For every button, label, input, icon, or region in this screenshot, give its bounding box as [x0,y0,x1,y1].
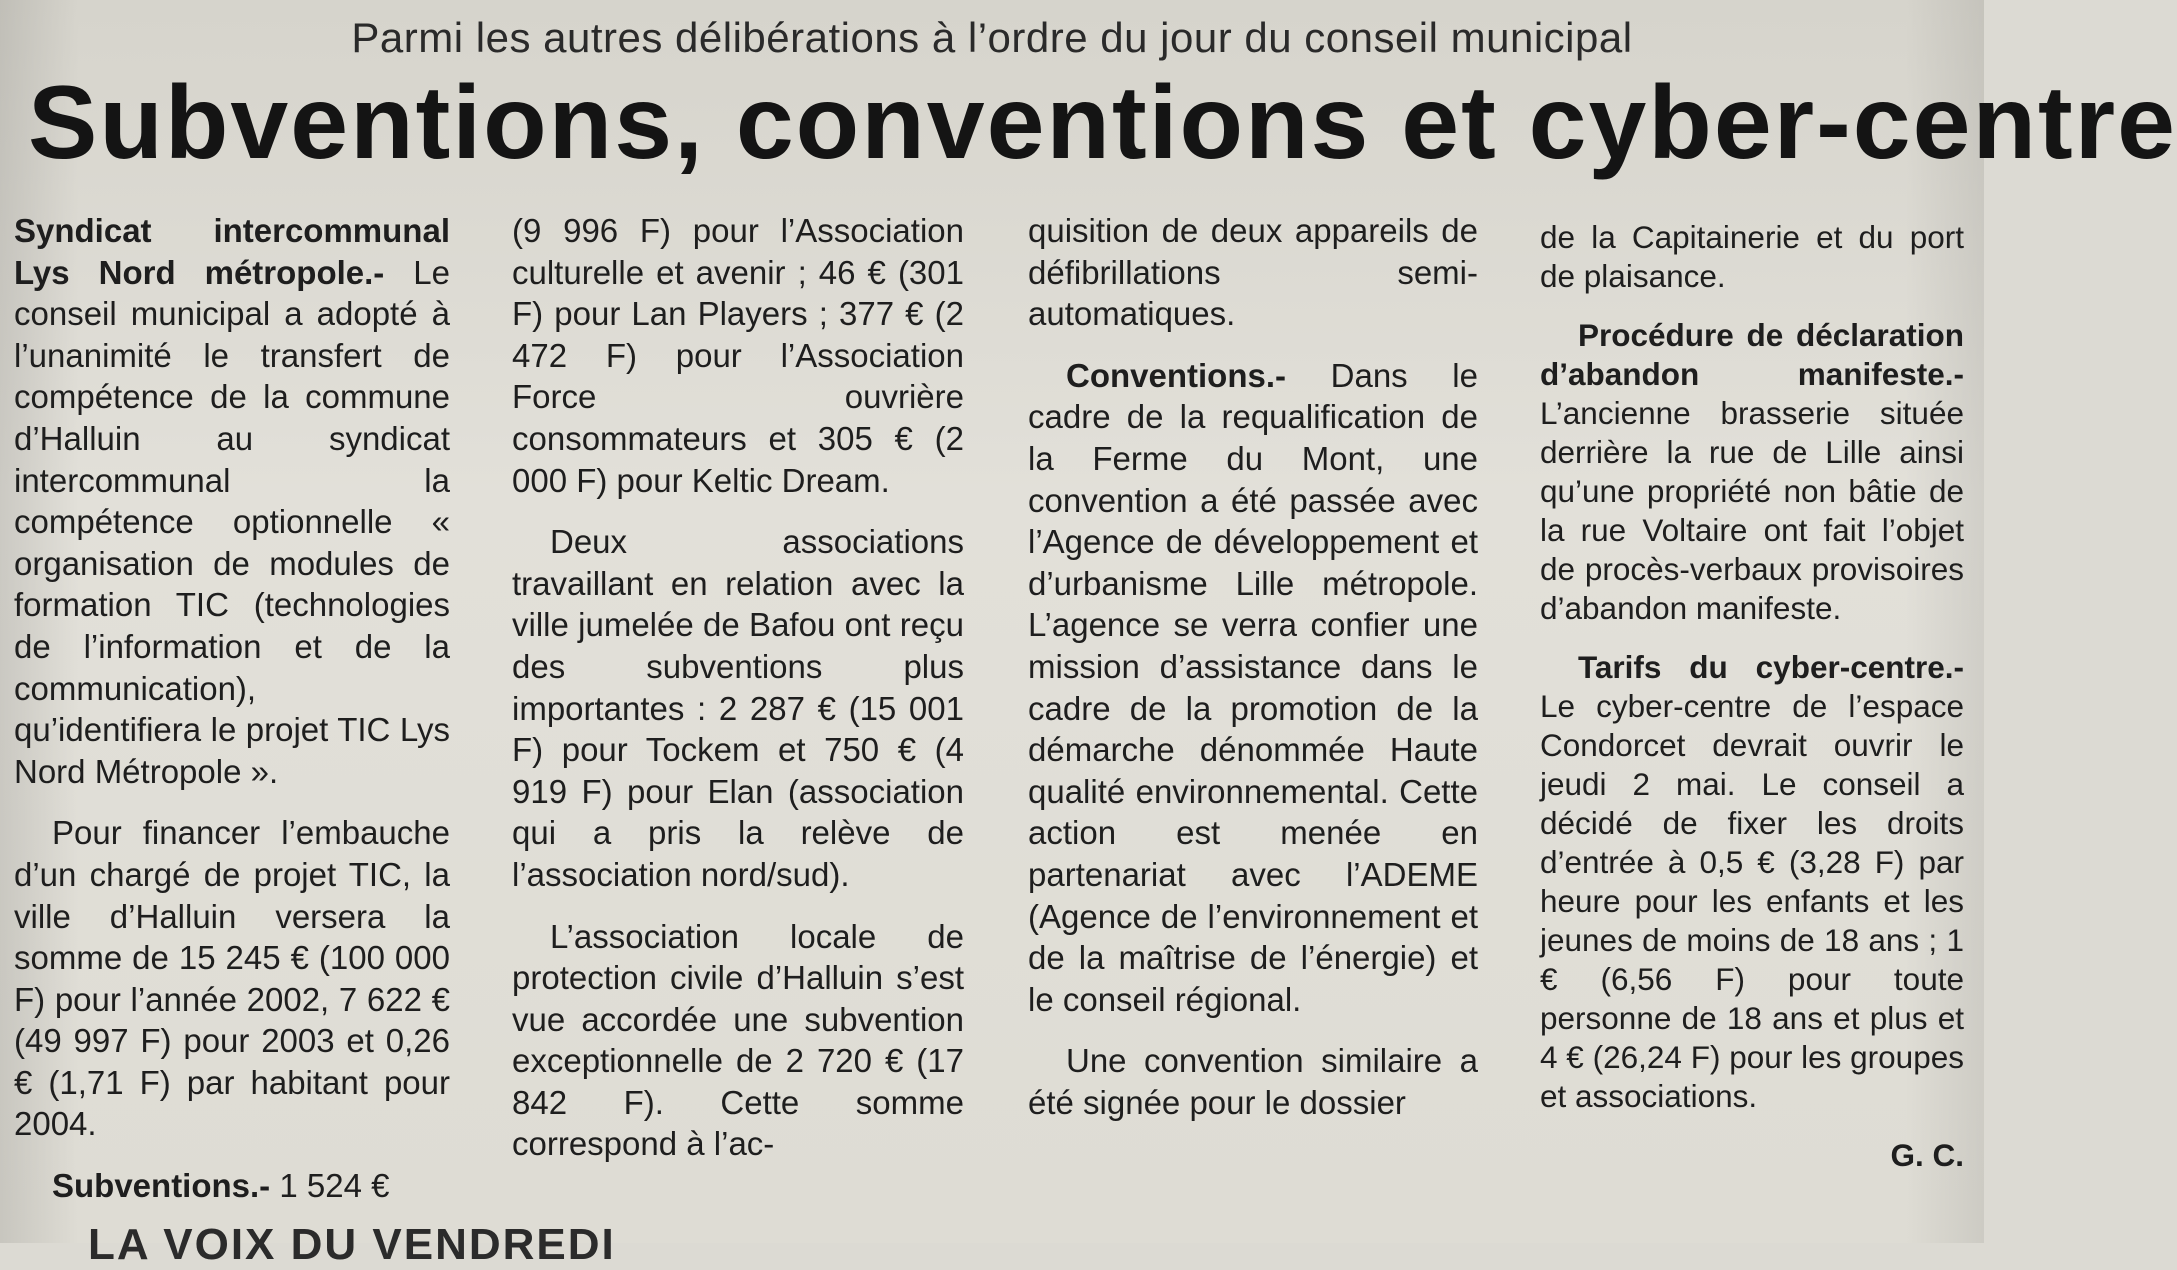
paragraph-cyber-centre [1540,648,1964,1116]
paragraph-text: Une convention similaire a été signée pour le dossier [1028,1042,1478,1121]
paragraph-capitainerie-cont [1540,218,1964,296]
paragraph-text: Dans le cadre de la requalification de la Ferme du Mont, une convention a été passée avec l’Agence de développement et d’urbanisme Lille métropole. L’agence se verra confier une mission d’assistance dans le cadre de la promotion de la démarche dénommée Haute qualité environnemental. Cette action est menée en partenariat avec l’ADEME (Agence de l’environnement et de la maîtrise de l’énergie) et le conseil régional. [1028,356,1478,1018]
paragraph-abandon-manifeste [1540,316,1964,628]
paragraph-subventions-cont [512,210,964,501]
article-kicker: Parmi les autres délibérations à l’ordre du jour du conseil municipal [351,14,1633,61]
article-column-3 [1028,210,1478,1143]
article-column-2 [512,210,964,1185]
paragraph-acquisition-cont [1028,210,1478,335]
author-signature: G. C. [1890,1137,1964,1173]
section-lead-subventions: Subventions.- [52,1167,271,1205]
paragraph-syndicat [14,210,450,792]
article-column-1 [14,210,450,1227]
paragraph-conventions [1028,355,1478,1021]
paragraph-text: 1 524 € [270,1167,390,1205]
paragraph-protection-civile [512,916,964,1166]
article-headline: Subventions, conventions et cyber-centre [28,65,2177,181]
paragraph-financement [14,812,450,1145]
masthead-text: LA VOIX DU VENDREDI [88,1220,616,1269]
section-lead-syndicat: Syndicat intercommunal Lys Nord métropole.- [14,212,450,291]
paragraph-text: Pour financer l’embauche d’un chargé de projet TIC, la ville d’Halluin versera la somme de 15 245 € (100 000 F) pour l’année 2002, 7 622 € (49 997 F) pour 2003 et 0,26 € (1,71 F) par habitant pour 2004. [14,814,450,1143]
paragraph-text: Le cyber-centre de l’espace Condorcet devrait ouvrir le jeudi 2 mai. Le conseil a décidé de fixer les droits d’entrée à 0,5 € (3,28 F) par heure pour les enfants et les jeunes de moins de 18 ans ; 1 € (6,56 F) pour toute personne de 18 ans et plus et 4 € (26,24 F) pour les groupes et associations. [1540,688,1964,1114]
paragraph-bafou [512,521,964,895]
paragraph-text: quisition de deux appareils de défibrillations semi-automatiques. [1028,212,1478,333]
paragraph-text: (9 996 F) pour l’Association culturelle et avenir ; 46 € (301 F) pour Lan Players ; 377 € (2 472 F) pour l’Association Force ouvrière consommateurs et 305 € (2 000 F) pour Keltic Dream. [512,212,964,499]
section-lead-conventions: Conventions.- [1066,356,1286,394]
newspaper-masthead-footer [88,1220,616,1269]
paragraph-text: L’ancienne brasserie située derrière la rue de Lille ainsi qu’une propriété non bâtie de la rue Voltaire ont fait l’objet de procès-verbaux provisoires d’abandon manifeste. [1540,395,1964,626]
paragraph-text: Le conseil municipal a adopté à l’unanimité le transfert de compétence de la commune d’Halluin au syndicat intercommunal la compétence optionnelle « organisation de modules de formation TIC (technologies de l’information et de la communication), qu’identifiera le projet TIC Lys Nord Métropole ». [14,253,450,790]
paragraph-text: de la Capitainerie et du port de plaisance. [1540,219,1964,294]
article-column-4 [1540,218,1964,1195]
section-lead-cyber-centre: Tarifs du cyber-centre.- [1578,649,1964,685]
paragraph-convention-similaire [1028,1040,1478,1123]
paragraph-text: L’association locale de protection civile d’Halluin s’est vue accordée une subvention exceptionnelle de 2 720 € (17 842 F). Cette somme correspond à l’ac- [512,917,964,1163]
paragraph-text: Deux associations travaillant en relation avec la ville jumelée de Bafou ont reçu des subventions plus importantes : 2 287 € (15 001 F) pour Tockem et 750 € (4 919 F) pour Elan (association qui a pris la relève de l’association nord/sud). [512,523,964,893]
section-lead-abandon: Procédure de déclaration d’abandon manifeste.- [1540,317,1964,392]
paragraph-subventions [14,1165,450,1207]
